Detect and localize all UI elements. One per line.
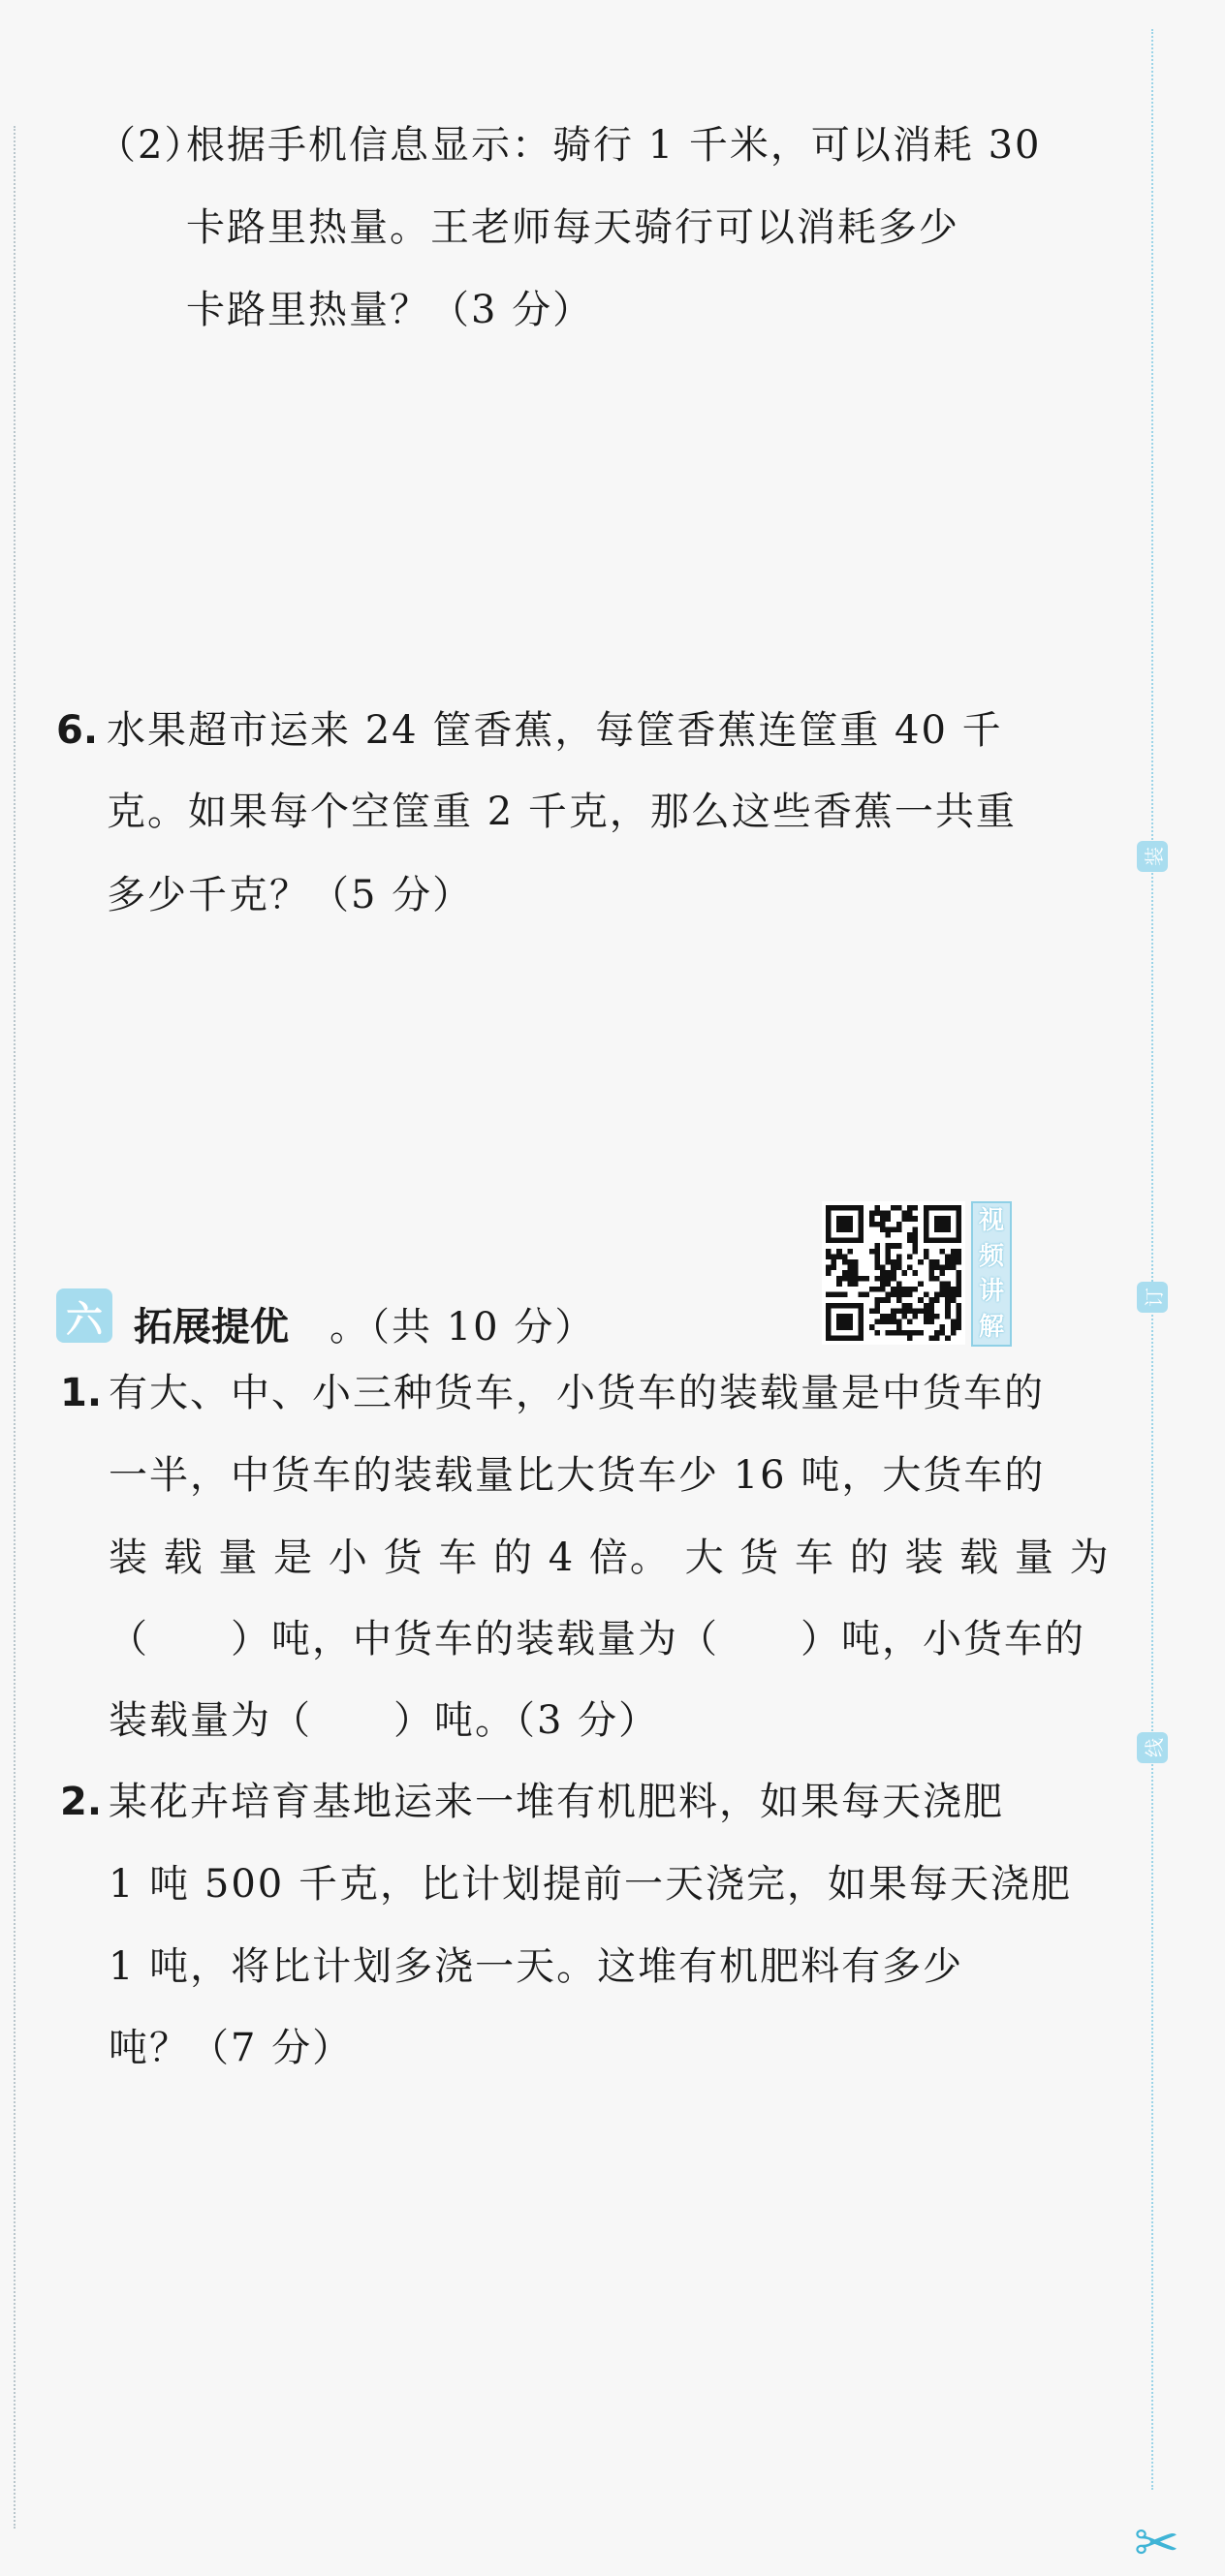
problem2-line-2: 1 吨 500 千克，比计划提前一天浇完，如果每天浇肥 <box>109 1862 1072 1907</box>
problem1-line-4: （ ）吨，中货车的装载量为（ ）吨，小货车的 <box>109 1617 1085 1661</box>
problem1-line-5: 装载量为（ ）吨。（3 分） <box>109 1698 660 1743</box>
problem1-number: 1. <box>60 1371 103 1415</box>
video-explanation-label <box>971 1201 1012 1347</box>
qr-code-icon[interactable] <box>822 1201 965 1345</box>
section-points: 。（共 10 分） <box>330 1305 596 1350</box>
q6-number: 6. <box>56 708 99 753</box>
q6-line-2: 克。如果每个空筐重 2 千克，那么这些香蕉一共重 <box>107 790 1017 834</box>
problem2-line-1: 某花卉培育基地运来一堆有机肥料，如果每天浇肥 <box>109 1780 1004 1824</box>
q5-part2-label: （2） <box>97 123 205 168</box>
q5-part2-line-3: 卡路里热量？（3 分） <box>186 288 594 332</box>
problem2-line-3: 1 吨，将比计划多浇一天。这堆有机肥料有多少 <box>109 1944 964 1989</box>
problem1-line-1: 有大、中、小三种货车，小货车的装载量是中货车的 <box>109 1371 1045 1415</box>
q5-part2-line-2: 卡路里热量。王老师每天骑行可以消耗多少 <box>186 205 959 250</box>
problem2-number: 2. <box>60 1780 103 1824</box>
problem2-line-4: 吨？（7 分） <box>109 2026 354 2070</box>
problem1-line-2: 一半，中货车的装载量比大货车少 16 吨，大货车的 <box>109 1453 1046 1498</box>
section-title: 拓展提优 <box>134 1305 289 1350</box>
section-number-badge: 六 <box>56 1288 112 1343</box>
binding-mark-3: 线 <box>1137 1732 1168 1763</box>
qr-label-char: 频 <box>978 1241 1004 1271</box>
q6-line-1: 水果超市运来 24 筐香蕉，每筐香蕉连筐重 40 千 <box>107 708 1003 753</box>
binding-mark-2: 订 <box>1137 1282 1168 1313</box>
qr-label-char: 讲 <box>978 1277 1004 1307</box>
qr-label-char: 视 <box>978 1206 1004 1236</box>
scissors-icon: ✂ <box>1134 2512 1179 2575</box>
qr-label-char: 解 <box>978 1312 1004 1342</box>
left-margin-dotted-line <box>14 126 16 2529</box>
q5-part2-line-1: 根据手机信息显示：骑行 1 千米，可以消耗 30 <box>186 123 1042 168</box>
problem1-line-3: 装 载 量 是 小 货 车 的 4 倍。 大 货 车 的 装 载 量 为 <box>109 1536 1111 1580</box>
binding-mark-1: 装 <box>1137 841 1168 872</box>
q6-line-3: 多少千克？（5 分） <box>107 873 474 917</box>
binding-dotted-line <box>1151 29 1153 2490</box>
